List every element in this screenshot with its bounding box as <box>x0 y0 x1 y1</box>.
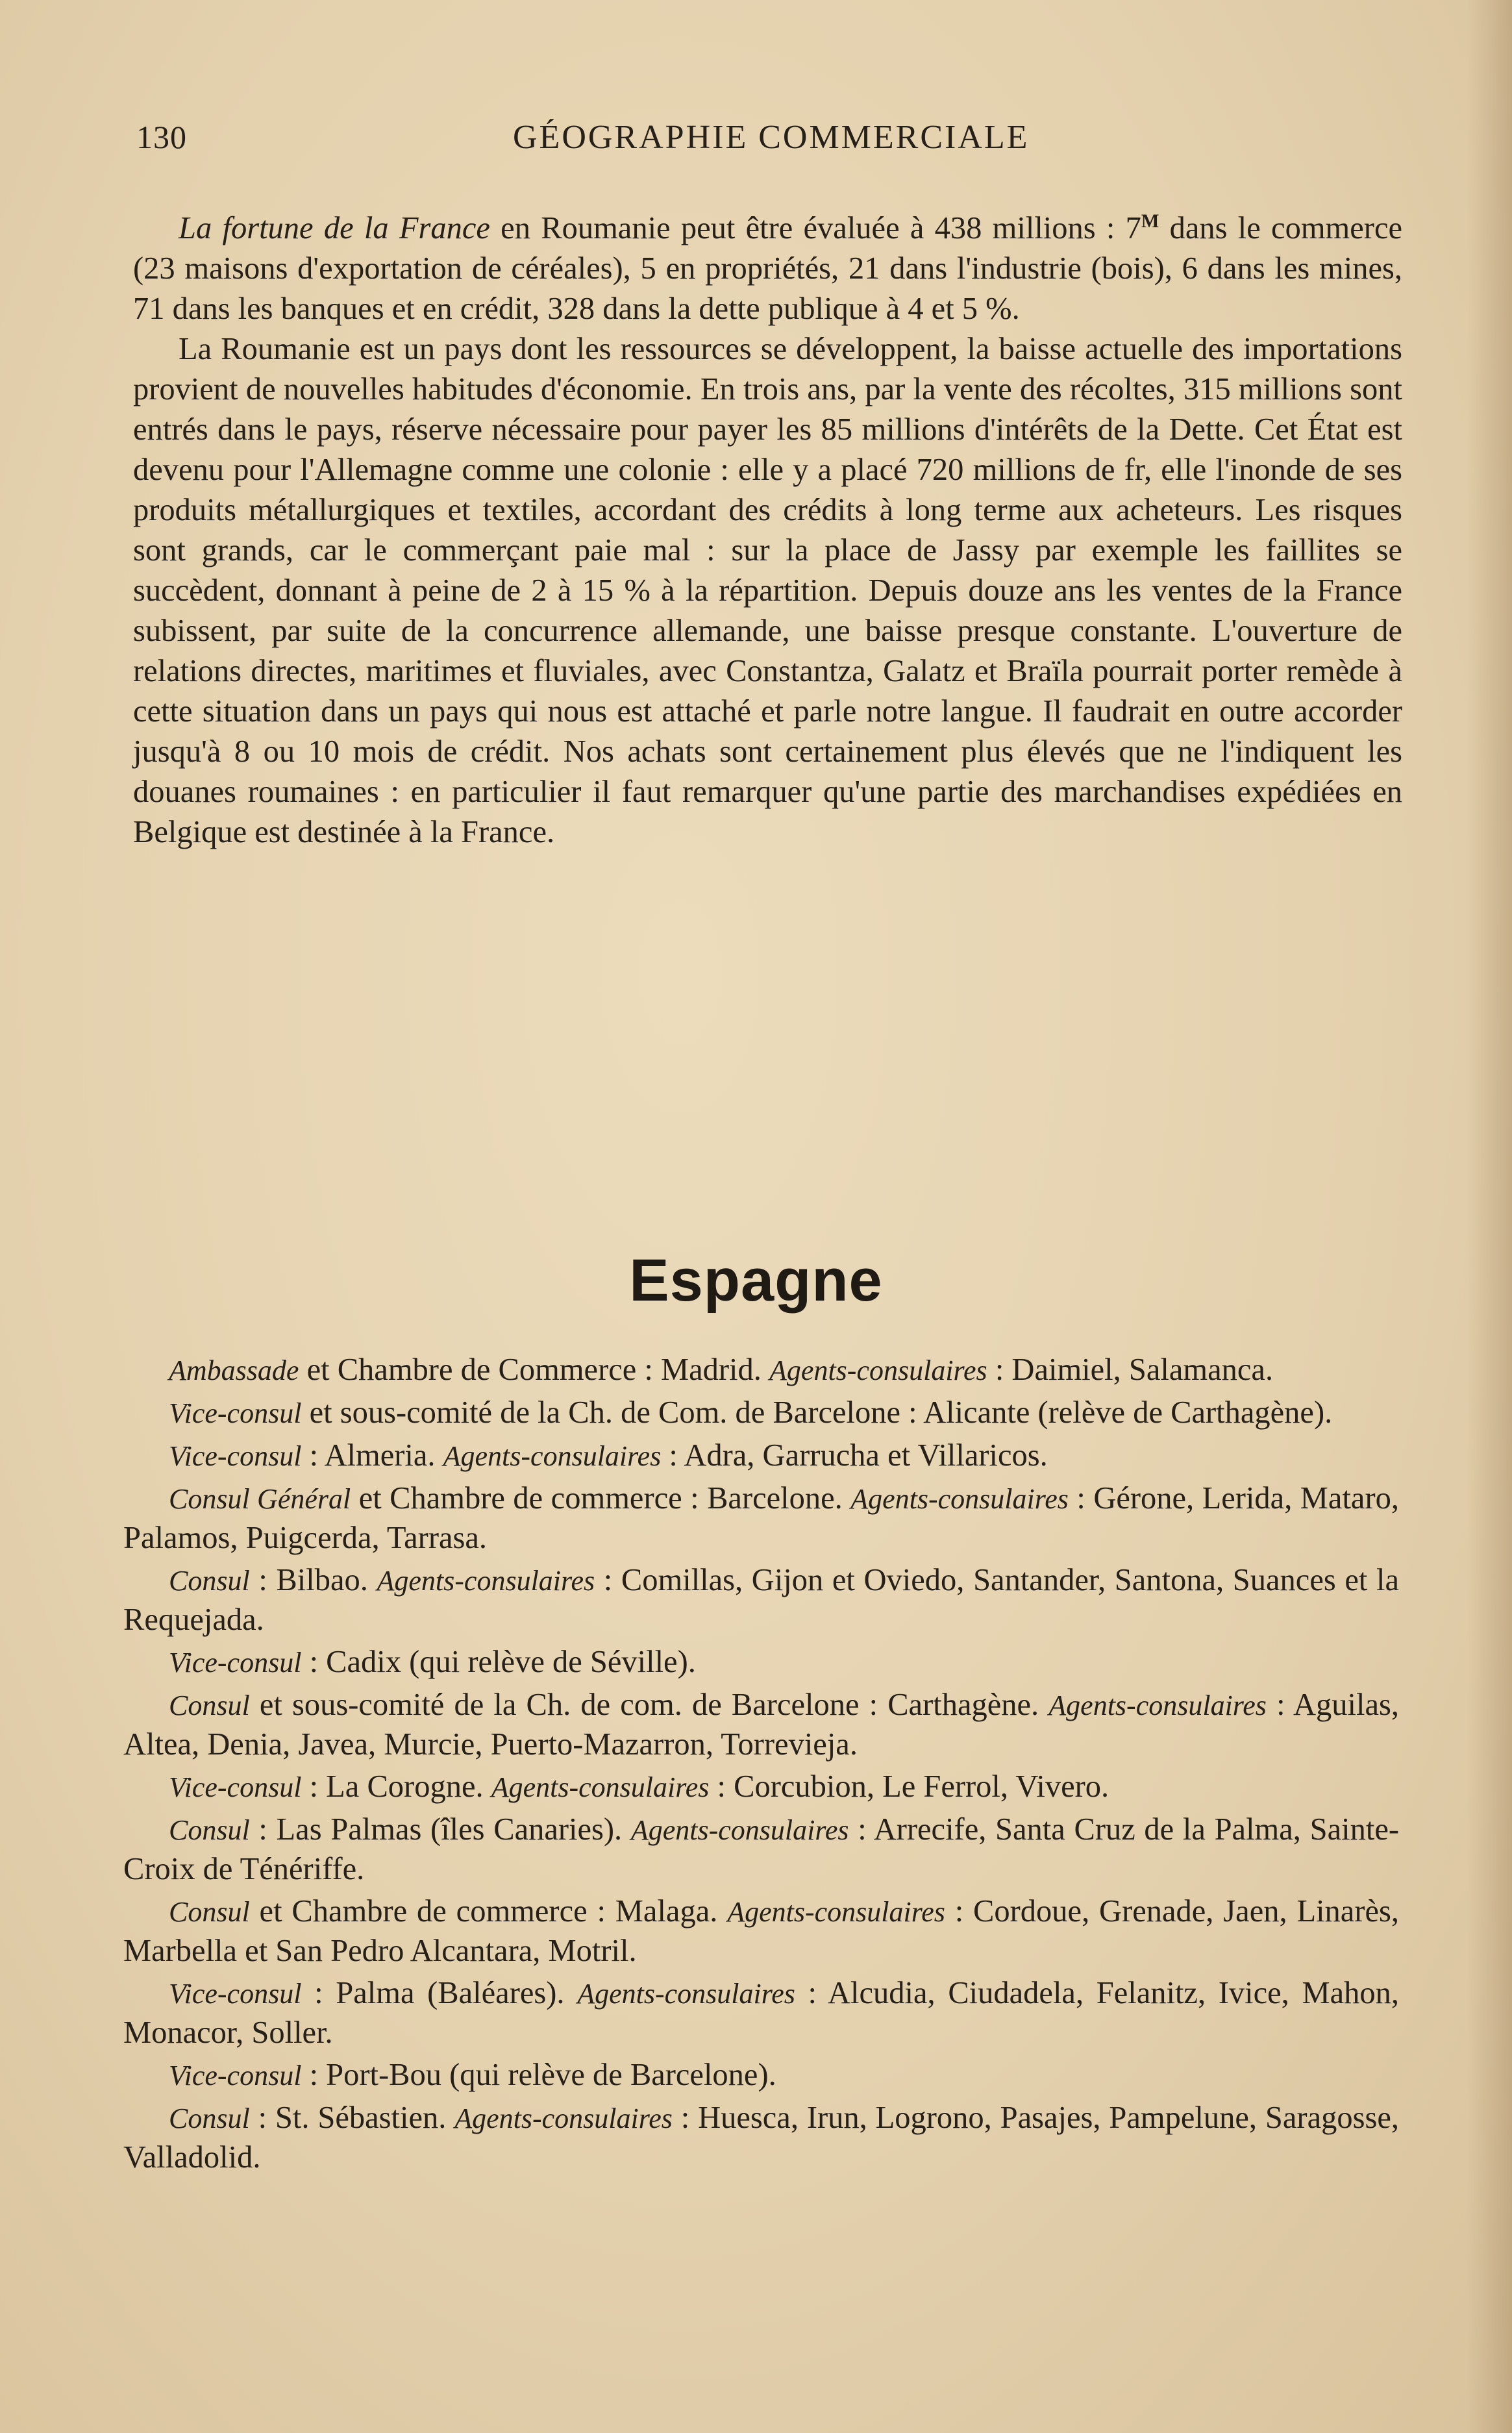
entry-role: Vice-consul <box>169 1771 302 1803</box>
entry-role: Vice-consul <box>169 1397 302 1429</box>
consulate-entry <box>123 1351 1399 1390</box>
entry-text: : Palma (Baléares). <box>301 1976 578 2010</box>
entry-agents-label: Agents-consulaires <box>850 1483 1069 1515</box>
entry-text: : Port-Bou (qui relève de Barcelone). <box>301 2058 776 2092</box>
paragraph-roumanie: La Roumanie est un pays dont les ressources se développent, la baisse actuelle des importations provient de nouvelles habitudes d'économie. En trois ans, par la vente des récoltes, 315 millions sont entrés dans le pays, réserve nécessaire pour payer les 85 millions d'intérêts de la Dette. Cet État est devenu pour l'Allemagne comme une colonie : elle y a placé 720 millions de fr, elle l'inonde de ses produits métallurgiques et textiles, accordant des crédits à long terme aux acheteurs. Les risques sont grands, car le commerçant paie mal : sur la place de Jassy par exemple les faillites se succèdent, donnant à peine de 2 à 15 % à la répartition. Depuis douze ans les ventes de la France subissent, par suite de la concurrence allemande, une baisse presque constante. L'ouverture de relations directes, maritimes et fluviales, avec Constantza, Galatz et Braïla pourrait porter remède à cette situation dans un pays qui nous est attaché et parle notre langue. Il faudrait en outre accorder jusqu'à 8 ou 10 mois de crédit. Nos achats sont certainement plus élevés que ne l'indiquent les douanes roumaines : en particulier il faut remarquer qu'une partie des marchandises expédiées en Belgique est destinée à la France. <box>133 332 1402 850</box>
entry-role: Consul <box>169 1896 250 1928</box>
entry-text: : Las Palmas (îles Canaries). <box>249 1812 631 1847</box>
entry-agents-label: Agents-consulaires <box>454 2102 673 2134</box>
entry-text: et sous-comité de la Ch. de Com. de Barcelone : Alicante (relève de Carthagène). <box>301 1395 1333 1430</box>
entry-text: et Chambre de Commerce : Madrid. <box>299 1353 770 1387</box>
entry-role: Consul <box>169 1565 250 1597</box>
consulate-entry <box>123 1686 1399 1764</box>
entry-agents-list: : Cordoue, Grenade, Jaen, Linarès, Marbella et San Pedro Alcantara, Motril. <box>123 1894 1399 1968</box>
consulate-entry <box>123 1892 1399 1971</box>
entry-text: : Cadix (qui relève de Séville). <box>301 1645 696 1679</box>
entry-role: Vice-consul <box>169 1978 302 2010</box>
entry-agents-label: Agents-consulaires <box>377 1565 595 1597</box>
entry-agents-label: Agents-consulaires <box>769 1354 987 1386</box>
entry-text: : Bilbao. <box>249 1563 377 1597</box>
page-edge-shadow <box>1467 0 1512 2433</box>
running-title: GÉOGRAPHIE COMMERCIALE <box>513 119 1030 156</box>
entry-text: : Almeria. <box>301 1438 443 1473</box>
entry-role: Vice-consul <box>169 1440 302 1472</box>
consulate-entry <box>123 1810 1399 1889</box>
consulate-entry <box>123 1643 1399 1682</box>
entry-agents-list: : Alcudia, Ciudadela, Felanitz, Ivice, Mahon, Monacor, Soller. <box>123 1976 1400 2050</box>
entry-agents-list: : Comillas, Gijon et Oviedo, Santander, Santona, Suances et la Requejada. <box>123 1563 1399 1637</box>
entry-agents-label: Agents-consulaires <box>577 1978 795 2010</box>
entry-role: Consul <box>169 1690 250 1721</box>
superscript: M <box>1141 211 1159 232</box>
entry-agents-label: Agents-consulaires <box>1048 1690 1267 1721</box>
entry-role: Consul Général <box>169 1483 351 1515</box>
page-number: 130 <box>136 119 187 155</box>
entry-agents-list: : Gérone, Lerida, Mataro, Palamos, Puigcerda, Tarrasa. <box>123 1481 1399 1555</box>
entry-text: : St. Sébastien. <box>249 2101 455 2135</box>
entry-role: Vice-consul <box>169 1647 302 1678</box>
paragraph-text: en Roumanie peut être évaluée à 438 millions : 7 <box>490 211 1141 246</box>
consulate-entry <box>123 2099 1399 2177</box>
entry-agents-label: Agents-consulaires <box>443 1440 662 1472</box>
consulate-list <box>123 1351 1399 2180</box>
entry-agents-list: : Daimiel, Salamanca. <box>987 1353 1274 1387</box>
entry-text: et Chambre de commerce : Malaga. <box>249 1894 728 1928</box>
consulate-entry <box>123 1974 1399 2052</box>
entry-agents-label: Agents-consulaires <box>630 1814 849 1846</box>
entry-agents-list: : Corcubion, Le Ferrol, Vivero. <box>709 1769 1109 1804</box>
entry-role: Consul <box>169 1814 250 1846</box>
entry-agents-list: : Huesca, Irun, Logrono, Pasajes, Pampelune, Saragosse, Valladolid. <box>123 2101 1399 2175</box>
entry-agents-label: Agents-consulaires <box>727 1896 945 1928</box>
entry-role: Consul <box>169 2102 250 2134</box>
paragraph-text: dans le commerce (23 maisons d'exportation de céréales), 5 en propriétés, 21 dans l'industrie (bois), 6 dans les mines, 71 dans les banques et en crédit, 328 dans la dette publique à 4 et 5 %. <box>133 211 1403 327</box>
consulate-entry <box>123 1561 1399 1640</box>
entry-text: : La Corogne. <box>301 1769 491 1804</box>
entry-role: Ambassade <box>169 1354 299 1386</box>
entry-agents-list: : Adra, Garrucha et Villaricos. <box>661 1438 1048 1473</box>
page-header <box>136 118 1409 164</box>
section-title: Espagne <box>629 1247 883 1314</box>
entry-agents-list: : Arrecife, Santa Cruz de la Palma, Sainte-Croix de Ténériffe. <box>123 1812 1399 1886</box>
consulate-entry <box>123 1767 1399 1807</box>
paragraph-lead: La fortune de la France <box>179 211 490 246</box>
entry-agents-list: : Aguilas, Altea, Denia, Javea, Murcie, Puerto-Mazarron, Torrevieja. <box>123 1688 1399 1762</box>
consulate-entry <box>123 1479 1399 1558</box>
entry-text: et Chambre de commerce : Barcelone. <box>351 1481 851 1516</box>
consulate-entry <box>123 1393 1399 1433</box>
body-text <box>133 201 1402 853</box>
entry-agents-label: Agents-consulaires <box>491 1771 710 1803</box>
consulate-entry <box>123 2056 1399 2095</box>
paragraph-france-fortune <box>133 201 1402 329</box>
entry-role: Vice-consul <box>169 2060 302 2091</box>
consulate-entry <box>123 1436 1399 1476</box>
entry-text: et sous-comité de la Ch. de com. de Barcelone : Carthagène. <box>249 1688 1049 1722</box>
